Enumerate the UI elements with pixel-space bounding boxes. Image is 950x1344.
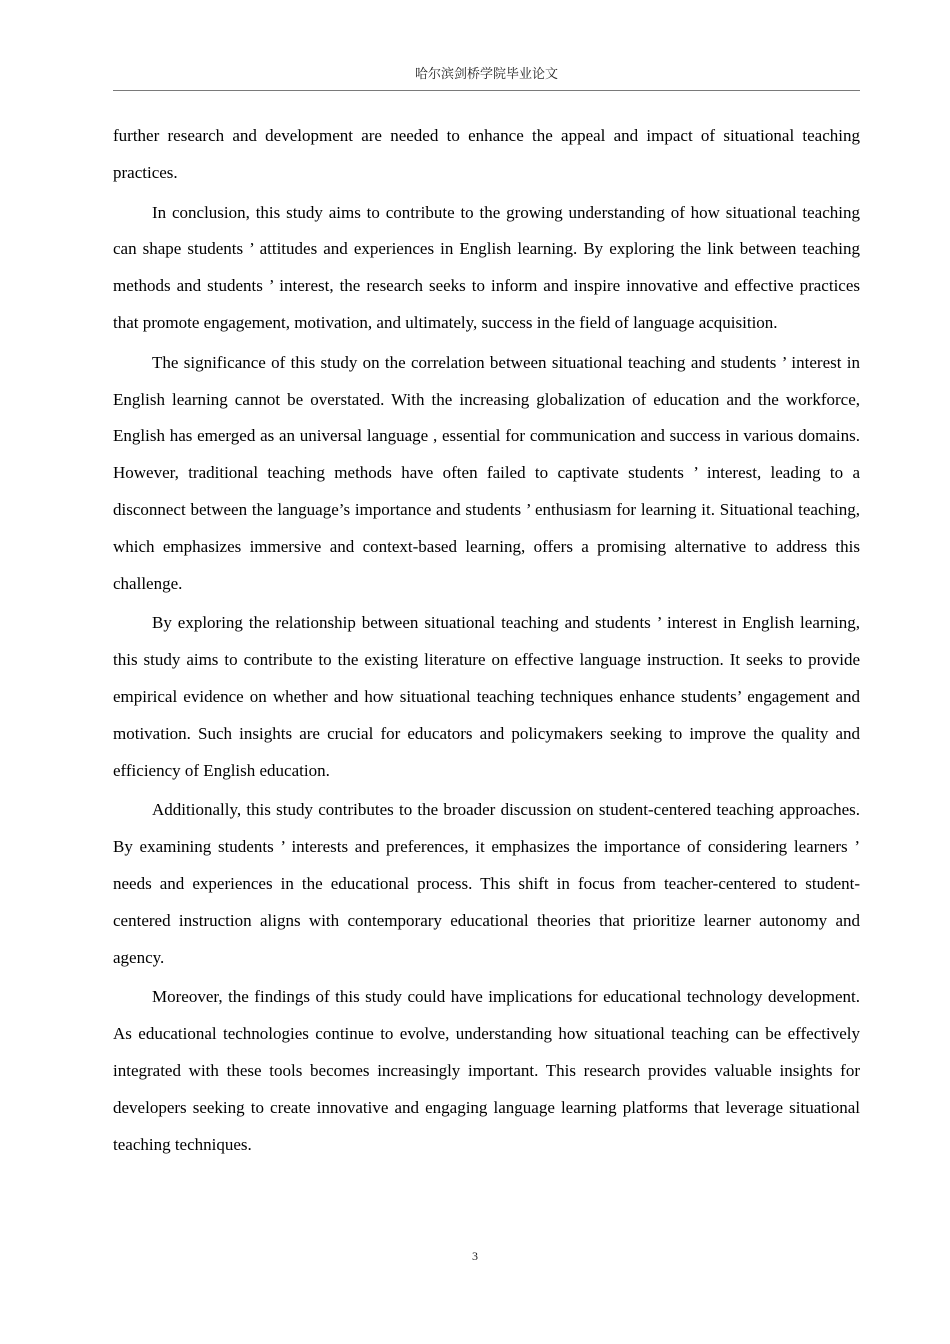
paragraph-significance: The significance of this study on the correlation between situational teaching and students ’ interest in English learning cannot be overstated. With the increasing globalization of education and the workforce, English has emerged as an universal language , essential for communication and success in various domains. However, traditional teaching methods have often failed to captivate students ’ interest, leading to a disconnect between the language’s importance and students ’ enthusiasm for learning it. Situational teaching, which emphasizes immersive and context-based learning, offers a promising alternative to address this challenge.: [113, 352, 860, 593]
page-number: 3: [472, 1249, 478, 1263]
header-title: 哈尔滨剑桥学院毕业论文: [414, 67, 558, 82]
document-body: [113, 118, 860, 1166]
paragraph-conclusion: In conclusion, this study aims to contribute to the growing understanding of how situational teaching can shape students ’ attitudes and experiences in English learning. By exploring the link between teaching methods and students ’ interest, the research seeks to inform and inspire innovative and effective practices that promote engagement, motivation, and ultimately, success in the field of language acquisition.: [113, 202, 860, 332]
paragraph-technology: Moreover, the findings of this study could have implications for educational technology development. As educational technologies continue to evolve, understanding how situational teaching can be effectively integrated with these tools becomes increasingly important. This research provides valuable insights for developers seeking to create innovative and engaging language learning platforms that leverage situational teaching techniques.: [113, 987, 860, 1154]
paragraph-continuation: further research and development are needed to enhance the appeal and impact of situational teaching practices.: [113, 126, 860, 182]
paragraph-student-centered: Additionally, this study contributes to the broader discussion on student-centered teaching approaches. By examining students ’ interests and preferences, it emphasizes the importance of considering learners ’ needs and experiences in the educational process. This shift in focus from teacher-centered to student-centered instruction aligns with contemporary educational theories that prioritize learner autonomy and agency.: [113, 800, 860, 967]
paragraph-relationship: By exploring the relationship between situational teaching and students ’ interest in English learning, this study aims to contribute to the existing literature on effective language instruction. It seeks to provide empirical evidence on whether and how situational teaching techniques enhance students’ engagement and motivation. Such insights are crucial for educators and policymakers seeking to improve the quality and efficiency of English education.: [113, 613, 860, 780]
page-header: [113, 64, 860, 91]
